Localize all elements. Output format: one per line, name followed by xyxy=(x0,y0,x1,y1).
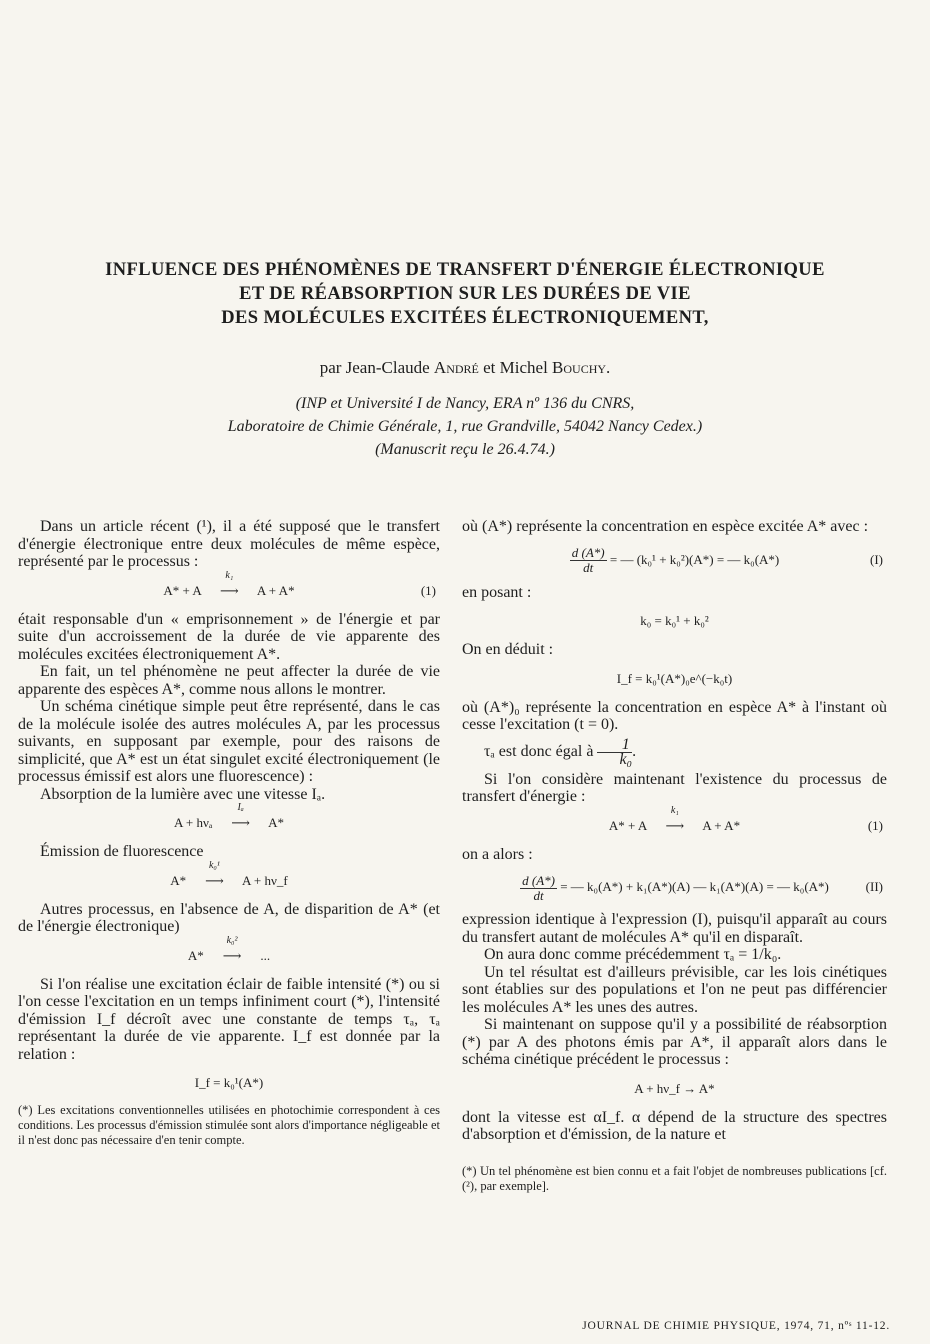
paragraph: Dans un article récent (¹), il a été supposé que le transfert d'énergie électronique entre deux molécules de même espèce, représenté par le processus : xyxy=(18,518,440,570)
frac-numerator: d (A*) xyxy=(571,545,605,561)
eq-lhs: A* + A xyxy=(163,582,202,598)
eq-lhs: A* xyxy=(170,872,187,888)
equation-I xyxy=(462,546,887,574)
frac-numerator: d (A*) xyxy=(522,872,555,888)
reaction-arrow: Iₐ ⟶ xyxy=(216,813,266,833)
equation-II xyxy=(462,873,887,901)
title-line-1: INFLUENCE DES PHÉNOMÈNES DE TRANSFERT D'ÉNERGIE ÉLECTRONIQUE xyxy=(105,260,825,280)
equation-other xyxy=(18,934,440,966)
rate-constant: k₁ xyxy=(225,569,234,581)
equation-number: (1) xyxy=(867,817,883,833)
reaction-arrow: k₁ ⟶ xyxy=(650,816,700,836)
reaction-arrow: k₀² ⟶ xyxy=(207,946,257,966)
equation-number: (II) xyxy=(865,879,883,894)
derivative xyxy=(520,874,557,903)
authors-line xyxy=(40,358,890,378)
author-2-lastname: Bouchy. xyxy=(552,358,611,377)
derivative xyxy=(570,546,607,575)
eq-rhs: A* xyxy=(268,815,285,830)
rate-constant: Iₐ xyxy=(237,802,244,813)
equation-transfer xyxy=(462,804,887,836)
paragraph: était responsable d'un « emprisonnement » de l'énergie et par suite d'un accroissement de la durée de vie apparente des molécules excitées électroniquement A*. xyxy=(18,610,440,663)
frac-denominator: dt xyxy=(583,560,594,576)
title-line-2: ET DE RÉABSORPTION SUR LES DURÉES DE VIE xyxy=(239,284,691,304)
footnote: (*) Un tel phénomène est bien connu et a fait l'objet de nombreuses publications [cf. (²), par exemple]. xyxy=(462,1163,887,1193)
title-line-3: DES MOLÉCULES EXCITÉES ÉLECTRONIQUEMENT, xyxy=(221,308,709,328)
eq-rhs: A + A* xyxy=(702,817,741,833)
fraction xyxy=(597,735,633,768)
eq-lhs: A + hνₐ xyxy=(173,815,213,830)
authors-mid: et Michel xyxy=(483,358,548,377)
rate-constant: k₀² xyxy=(226,934,238,946)
eq-rhs: A + hν_f xyxy=(241,872,288,888)
rate-constant: k₀¹ xyxy=(208,859,220,871)
manuscript-date: (Manuscrit reçu le 26.4.74.) xyxy=(375,441,555,458)
journal-reference: JOURNAL DE CHIMIE PHYSIQUE, 1974, 71, nºˢ 11-12. xyxy=(582,1320,890,1332)
paragraph: Absorption de la lumière avec une vitesse Iₐ. xyxy=(40,785,326,803)
reaction-arrow: k₁ ⟶ xyxy=(204,581,254,601)
paragraph: On aura donc comme précédemment τₐ = 1/k₀. xyxy=(484,946,782,963)
reaction-arrow: k₀¹ ⟶ xyxy=(189,871,239,891)
eq-lhs: A* xyxy=(187,947,204,963)
equation-emission xyxy=(18,1073,440,1093)
paragraph: Autres processus, en l'absence de A, de disparition de A* (et de l'énergie électronique) xyxy=(18,900,440,935)
eq-rhs: A + A* xyxy=(256,582,295,598)
paragraph: en posant : xyxy=(462,583,532,601)
eq-rhs: = — k₀(A*) + k₁(A*)(A) — k₁(A*)(A) = — k₀(A*) xyxy=(560,879,829,894)
frac-denominator: dt xyxy=(533,887,544,903)
affiliation xyxy=(40,392,890,461)
authors-prefix: par Jean-Claude xyxy=(319,358,430,377)
rate-constant: k₁ xyxy=(670,804,679,816)
equation-1 xyxy=(18,569,440,601)
equation-reabsorption xyxy=(462,1079,887,1099)
frac-numerator: 1 xyxy=(597,738,632,753)
eq-text: I_f = k₀¹(A*) xyxy=(194,1075,264,1090)
affiliation-line-2: Laboratoire de Chimie Générale, 1, rue Grandville, 54042 Nancy Cedex.) xyxy=(227,418,703,435)
paragraph: dont la vitesse est αI_f. α dépend de la structure des spectres d'absorption et d'émission, de la nature et xyxy=(462,1108,887,1143)
eq-lhs: A* + A xyxy=(608,817,647,833)
eq-rhs: ... xyxy=(260,947,271,963)
paragraph: où (A*) représente la concentration en espèce excitée A* avec : xyxy=(462,518,869,535)
footnote: (*) Les excitations conventionnelles utilisées en photochimie correspondent à ces conditions. Les processus d'émission stimulée sont alors d'importance négligeable et il n'est donc pas nécessaire d'en tenir compte. xyxy=(18,1103,440,1147)
author-1-lastname: André xyxy=(433,358,479,377)
paragraph: Un tel résultat est d'ailleurs prévisible, car les lois cinétiques sont établies sur des populations et l'on ne peut pas différencier les molécules A* les unes des autres. xyxy=(462,963,887,1016)
eq-text: I_f = k₀¹(A*)₀e^(−k₀t) xyxy=(616,670,733,686)
article-title xyxy=(40,258,890,330)
paragraph: Si l'on réalise une excitation éclair de faible intensité (*) ou si l'on cesse l'excitation en un temps infiniment court (*), l'intensité d'émission I_f décroît avec une constante de temps τₐ, τₐ représentant la durée de vie apparente. I_f est donnée par la relation : xyxy=(18,975,440,1063)
equation-decay xyxy=(462,669,887,689)
paragraph: Un schéma cinétique simple peut être représenté, dans le cas de la molécule isolée des autres molécules A, par les processus suivants, en supposant par exemple, pour des raisons de simplicité, que A* est un état singulet excité électroniquement (le processus émissif est alors une fluorescence) : xyxy=(18,698,440,785)
eq-rhs: = — (k₀¹ + k₀²)(A*) = — k₀(A*) xyxy=(609,551,780,567)
right-column xyxy=(462,518,887,1194)
paragraph: on a alors : xyxy=(462,845,533,863)
paragraph-tau xyxy=(462,735,887,768)
equation-absorption xyxy=(18,802,440,833)
paragraph: Si l'on considère maintenant l'existence du processus de transfert d'énergie : xyxy=(462,770,887,805)
paragraph: expression identique à l'expression (I), puisqu'il apparaît au cours du transfert autant de molécules A* qu'il en disparaît. xyxy=(462,911,887,946)
text: . xyxy=(632,742,637,760)
equation-fluorescence xyxy=(18,859,440,891)
eq-text: A + hν_f → A* xyxy=(634,1080,715,1096)
equation-number: (I) xyxy=(870,551,883,567)
affiliation-line-1: (INP et Université I de Nancy, ERA nº 136 du CNRS, xyxy=(295,395,635,412)
text: τₐ est donc égal à xyxy=(484,742,594,760)
paragraph: Si maintenant on suppose qu'il y a possibilité de réabsorption (*) par A des photons émis par A*, il apparaît alors dans le schéma cinétique précédent le processus : xyxy=(462,1016,887,1068)
paragraph: En fait, un tel phénomène ne peut affecter la durée de vie apparente des espèces A*, comme nous allons le montrer. xyxy=(18,663,440,698)
paragraph: Émission de fluorescence xyxy=(40,843,204,860)
equation-number: (1) xyxy=(420,582,436,598)
paragraph: où (A*)₀ représente la concentration en espèce A* à l'instant où cesse l'excitation (t = 0). xyxy=(462,698,887,733)
left-column xyxy=(18,518,440,1148)
equation-k0 xyxy=(462,611,887,631)
frac-denominator: k₀ xyxy=(619,750,633,768)
eq-text: k₀ = k₀¹ + k₀² xyxy=(640,613,709,628)
paragraph: On en déduit : xyxy=(462,641,554,658)
